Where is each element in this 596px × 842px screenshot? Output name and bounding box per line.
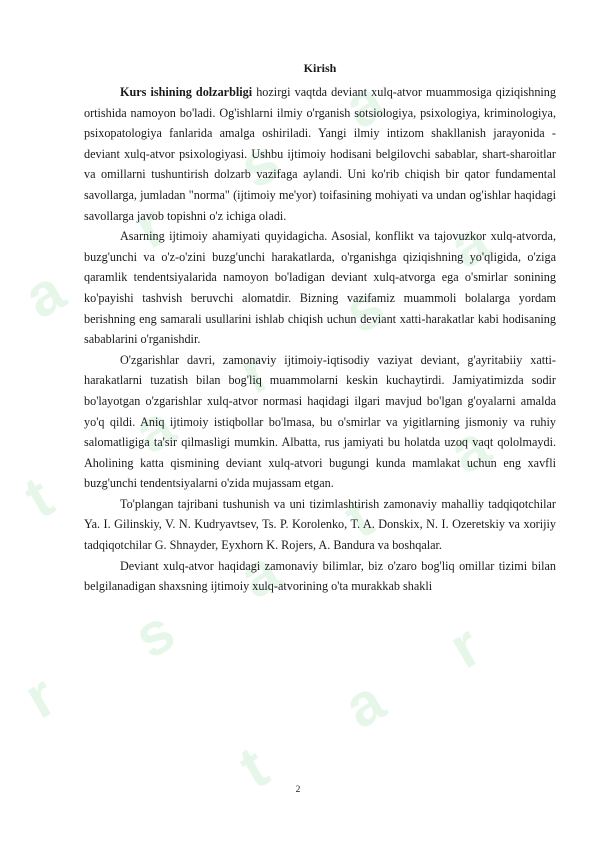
watermark-mark: t — [228, 733, 279, 802]
paragraph-text: hozirgi vaqtda deviant xulq-atvor muammosiga qiziqishning ortishida namoyon bo'ladi. Og'ishlarni ilmiy o'rganish sotsiologiya, psixologiya, kriminologiya, psixopatologiya fanlarida amalga oshiriladi. Yangi ilmiy intizom shakllanish jarayonida - deviant xulq-atvor psixologiyasi. Ushbu ijtimoiy hodisani belgilovchi sabablar, shart-sharoitlar va omillarni tushuntirish dolzarb vazifaga aylandi. Uni ko'rib chiqish bir qator fundamental savollarga, jumladan "norma" (ijtimoiy me'yor) toifasining mohiyati va undan og'ishlar haqidagi savollarga javob topishni o'z ichiga oladi. — [84, 85, 556, 223]
watermark-mark: a — [123, 391, 186, 467]
paragraph-2 — [84, 226, 556, 350]
section-title: Kirish — [303, 61, 337, 75]
paragraph-text: To'plangan tajribani tushunish va uni tizimlashtirish zamonaviy mahalliy tadqiqotchilar Ya. I. Gilinskiy, V. N. Kudryavtsev, Ts. P. Korolenko, T. A. Donskix, N. I. Ozeretskiy va xorijiy tadqiqotchilar G. Shnayder, Eyxhorn K. Rojers, A. Bandura va boshqalar. — [84, 496, 556, 553]
watermark-mark: r — [13, 661, 67, 732]
watermark-mark: r — [228, 336, 282, 407]
paragraph-text: O'zgarishlar davri, zamonaviy ijtimoiy-iqtisodiy vaziyat deviant, g'ayritabiiy xatti-harakatlarni tuzatish bilan bog'liq muammolarni keskin kuchaytirdi. Jamiyatimizda sodir bo'layotgan o'zgarishlar xulq-atvor normasi haqidagi ilgari mavjud bo'lgan g'oyalarni amalda yo'q qildi. Aniq ijtimoiy istiqbollar bo'lmasa, bu o'smirlar va yigitlarning jismoniy va ruhiy salomatligiga ta'sir qilmasligi mumkin. Albatta, rus jamiyati bu holatda uzoq vaqt qololmaydi. Aholining katta qismining deviant xulq-atvori bugungi kunda mamlakat uchun eng xavfli buzg'unchi tendentsiyalarni o'zida mujassam etgan. — [84, 352, 556, 491]
watermark-mark: a — [228, 536, 291, 612]
watermark-mark: s — [228, 126, 291, 202]
page-number: 2 — [295, 785, 301, 795]
watermark-mark: t — [333, 483, 384, 552]
paragraph-1 — [84, 82, 556, 226]
paragraph-3 — [84, 350, 556, 494]
paragraph-text: Asarning ijtimoiy ahamiyati quyidagicha. Asosial, konflikt va tajovuzkor xulq-atvorda, buzg'unchi va o'z-o'zini buzg'unchi harakatlarda, o'rganishga qiziqishning yo'qligida, o'ziga qaramlik tendentsiyalarida namoyon bo'ladigan deviant xulq-atvorga ega o'smirlar sonining ko'payishi tashvish beruvchi alomatdir. Bizning vazifamiz muammoli bolalarga yordam berishning eng samarali usullarini ishlab chiqish uchun deviant xatti-harakatlar kabi hodisaning sabablarini o'rganishdir. — [84, 229, 556, 347]
watermark-mark: a — [333, 66, 396, 142]
watermark-mark: s — [123, 596, 186, 672]
watermark-mark: s — [333, 271, 396, 347]
paragraph-text: Deviant xulq-atvor haqidagi zamonaviy bilimlar, biz o'zaro bog'liq omillar tizimi bilan belgilanadigan shaxsning ijtimoiy xulq-atvorining o'ta murakkab shakli — [84, 558, 556, 594]
watermark-mark: a — [438, 206, 501, 282]
paragraph-lead: Kurs ishining dolzarbligi — [120, 85, 253, 99]
watermark-mark: a — [13, 256, 76, 332]
document-page — [84, 58, 556, 597]
watermark-mark: a — [438, 411, 501, 487]
paragraph-5 — [84, 556, 556, 597]
watermark-mark: t — [13, 463, 64, 532]
watermark-mark: r — [123, 191, 177, 262]
watermark-mark: r — [438, 611, 492, 682]
watermark-mark: a — [333, 666, 396, 742]
paragraph-4 — [84, 494, 556, 556]
